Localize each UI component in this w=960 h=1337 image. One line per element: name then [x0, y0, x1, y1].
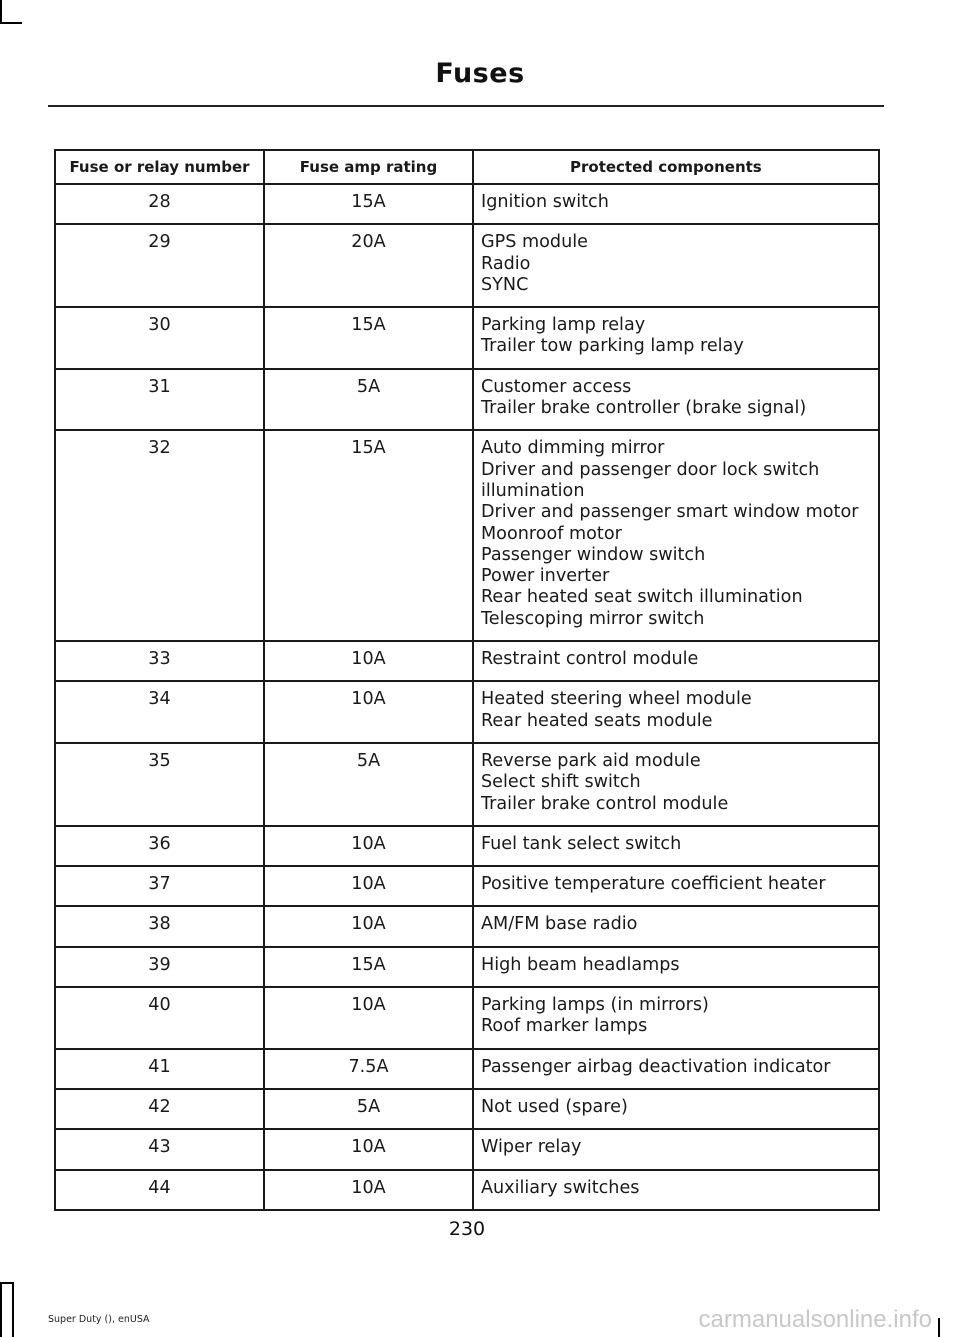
component-line: Moonroof motor — [481, 523, 622, 544]
column-header-amp: Fuse amp rating — [264, 150, 473, 184]
amp-rating-cell: 7.5A — [264, 1049, 473, 1089]
amp-rating-cell: 5A — [264, 369, 473, 431]
component-line: Roof marker lamps — [481, 1016, 648, 1037]
amp-rating-cell: 10A — [264, 987, 473, 1049]
table-header-row — [55, 150, 879, 184]
protected-components-cell — [473, 430, 879, 641]
component-line: High beam headlamps — [481, 954, 680, 975]
page-title: Fuses — [435, 58, 525, 89]
protected-components-cell — [473, 369, 879, 431]
table-row — [55, 307, 879, 369]
component-line: Heated steering wheel module — [481, 689, 752, 710]
component-line: Trailer brake controller (brake signal) — [481, 398, 807, 419]
component-line: Auxiliary switches — [481, 1177, 640, 1198]
fuse-number-cell: 28 — [55, 184, 264, 224]
protected-components-cell — [473, 906, 879, 946]
protected-components-cell — [473, 947, 879, 987]
crop-mark — [0, 22, 22, 24]
protected-components-cell — [473, 1129, 879, 1169]
component-line: Rear heated seat switch illumination — [481, 587, 803, 608]
component-line: Passenger airbag deactivation indicator — [481, 1056, 831, 1077]
protected-components-cell — [473, 184, 879, 224]
table-row — [55, 184, 879, 224]
crop-mark — [0, 0, 2, 22]
protected-components-cell — [473, 1089, 879, 1129]
fuse-number-cell: 40 — [55, 987, 264, 1049]
component-line: Customer access — [481, 376, 632, 397]
fuse-table — [54, 149, 880, 1211]
fuse-number-cell: 33 — [55, 641, 264, 681]
component-line: Parking lamp relay — [481, 315, 646, 336]
component-line: Fuel tank select switch — [481, 833, 682, 854]
protected-components-cell — [473, 681, 879, 743]
fuse-number-cell: 39 — [55, 947, 264, 987]
amp-rating-cell: 10A — [264, 1170, 473, 1210]
table-row — [55, 1049, 879, 1089]
table-row — [55, 743, 879, 826]
amp-rating-cell: 20A — [264, 224, 473, 307]
table-row — [55, 641, 879, 681]
crop-mark — [12, 1282, 14, 1337]
component-line: Passenger window switch — [481, 544, 706, 565]
amp-rating-cell: 10A — [264, 641, 473, 681]
column-header-components: Protected components — [473, 150, 879, 184]
amp-rating-cell: 5A — [264, 1089, 473, 1129]
component-line: Select shift switch — [481, 772, 641, 793]
component-line: Telescoping mirror switch — [481, 608, 705, 629]
fuse-number-cell: 32 — [55, 430, 264, 641]
amp-rating-cell: 10A — [264, 866, 473, 906]
component-line: Rear heated seats module — [481, 710, 713, 731]
fuse-table-body — [55, 184, 879, 1210]
amp-rating-cell: 5A — [264, 743, 473, 826]
table-row — [55, 987, 879, 1049]
table-row — [55, 947, 879, 987]
fuse-number-cell: 29 — [55, 224, 264, 307]
table-row — [55, 1129, 879, 1169]
component-line: Power inverter — [481, 566, 610, 587]
component-line: Trailer tow parking lamp relay — [481, 336, 744, 357]
protected-components-cell — [473, 224, 879, 307]
fuse-number-cell: 34 — [55, 681, 264, 743]
table-row — [55, 681, 879, 743]
component-line: Driver and passenger door lock switch illumination — [481, 459, 820, 501]
amp-rating-cell: 15A — [264, 947, 473, 987]
fuse-number-cell: 37 — [55, 866, 264, 906]
fuse-number-cell: 44 — [55, 1170, 264, 1210]
component-line: Driver and passenger smart window motor — [481, 502, 859, 523]
page-number: 230 — [448, 1218, 486, 1240]
component-line: Restraint control module — [481, 649, 699, 670]
component-line: Positive temperature coefficient heater — [481, 874, 826, 895]
table-row — [55, 1170, 879, 1210]
title-rule — [48, 105, 884, 107]
amp-rating-cell: 10A — [264, 906, 473, 946]
fuse-number-cell: 30 — [55, 307, 264, 369]
amp-rating-cell: 15A — [264, 430, 473, 641]
component-line: Reverse park aid module — [481, 750, 701, 771]
component-line: Wiper relay — [481, 1137, 582, 1158]
component-line: AM/FM base radio — [481, 914, 638, 935]
protected-components-cell — [473, 1170, 879, 1210]
component-line: Trailer brake control module — [481, 793, 729, 814]
protected-components-cell — [473, 1049, 879, 1089]
fuse-number-cell: 31 — [55, 369, 264, 431]
table-row — [55, 224, 879, 307]
protected-components-cell — [473, 826, 879, 866]
component-line: Not used (spare) — [481, 1096, 628, 1117]
component-line: GPS module — [481, 232, 588, 253]
amp-rating-cell: 15A — [264, 307, 473, 369]
crop-mark — [938, 1318, 940, 1337]
component-line: Ignition switch — [481, 192, 609, 212]
fuse-number-cell: 42 — [55, 1089, 264, 1129]
fuse-number-cell: 43 — [55, 1129, 264, 1169]
footer-text: Super Duty (), enUSA — [48, 1314, 150, 1325]
protected-components-cell — [473, 866, 879, 906]
amp-rating-cell: 15A — [264, 184, 473, 224]
fuse-number-cell: 35 — [55, 743, 264, 826]
fuse-number-cell: 38 — [55, 906, 264, 946]
component-line: SYNC — [481, 274, 529, 295]
table-row — [55, 906, 879, 946]
amp-rating-cell: 10A — [264, 826, 473, 866]
amp-rating-cell: 10A — [264, 681, 473, 743]
table-row — [55, 369, 879, 431]
column-header-number: Fuse or relay number — [55, 150, 264, 184]
watermark: carmanualsonline.info — [698, 1306, 932, 1333]
crop-mark — [0, 1282, 12, 1284]
table-row — [55, 866, 879, 906]
protected-components-cell — [473, 743, 879, 826]
component-line: Radio — [481, 253, 531, 274]
amp-rating-cell: 10A — [264, 1129, 473, 1169]
crop-mark — [0, 1282, 2, 1337]
fuse-number-cell: 41 — [55, 1049, 264, 1089]
protected-components-cell — [473, 307, 879, 369]
table-row — [55, 826, 879, 866]
protected-components-cell — [473, 641, 879, 681]
table-row — [55, 430, 879, 641]
component-line: Auto dimming mirror — [481, 438, 665, 459]
table-row — [55, 1089, 879, 1129]
fuse-number-cell: 36 — [55, 826, 264, 866]
protected-components-cell — [473, 987, 879, 1049]
component-line: Parking lamps (in mirrors) — [481, 995, 709, 1016]
